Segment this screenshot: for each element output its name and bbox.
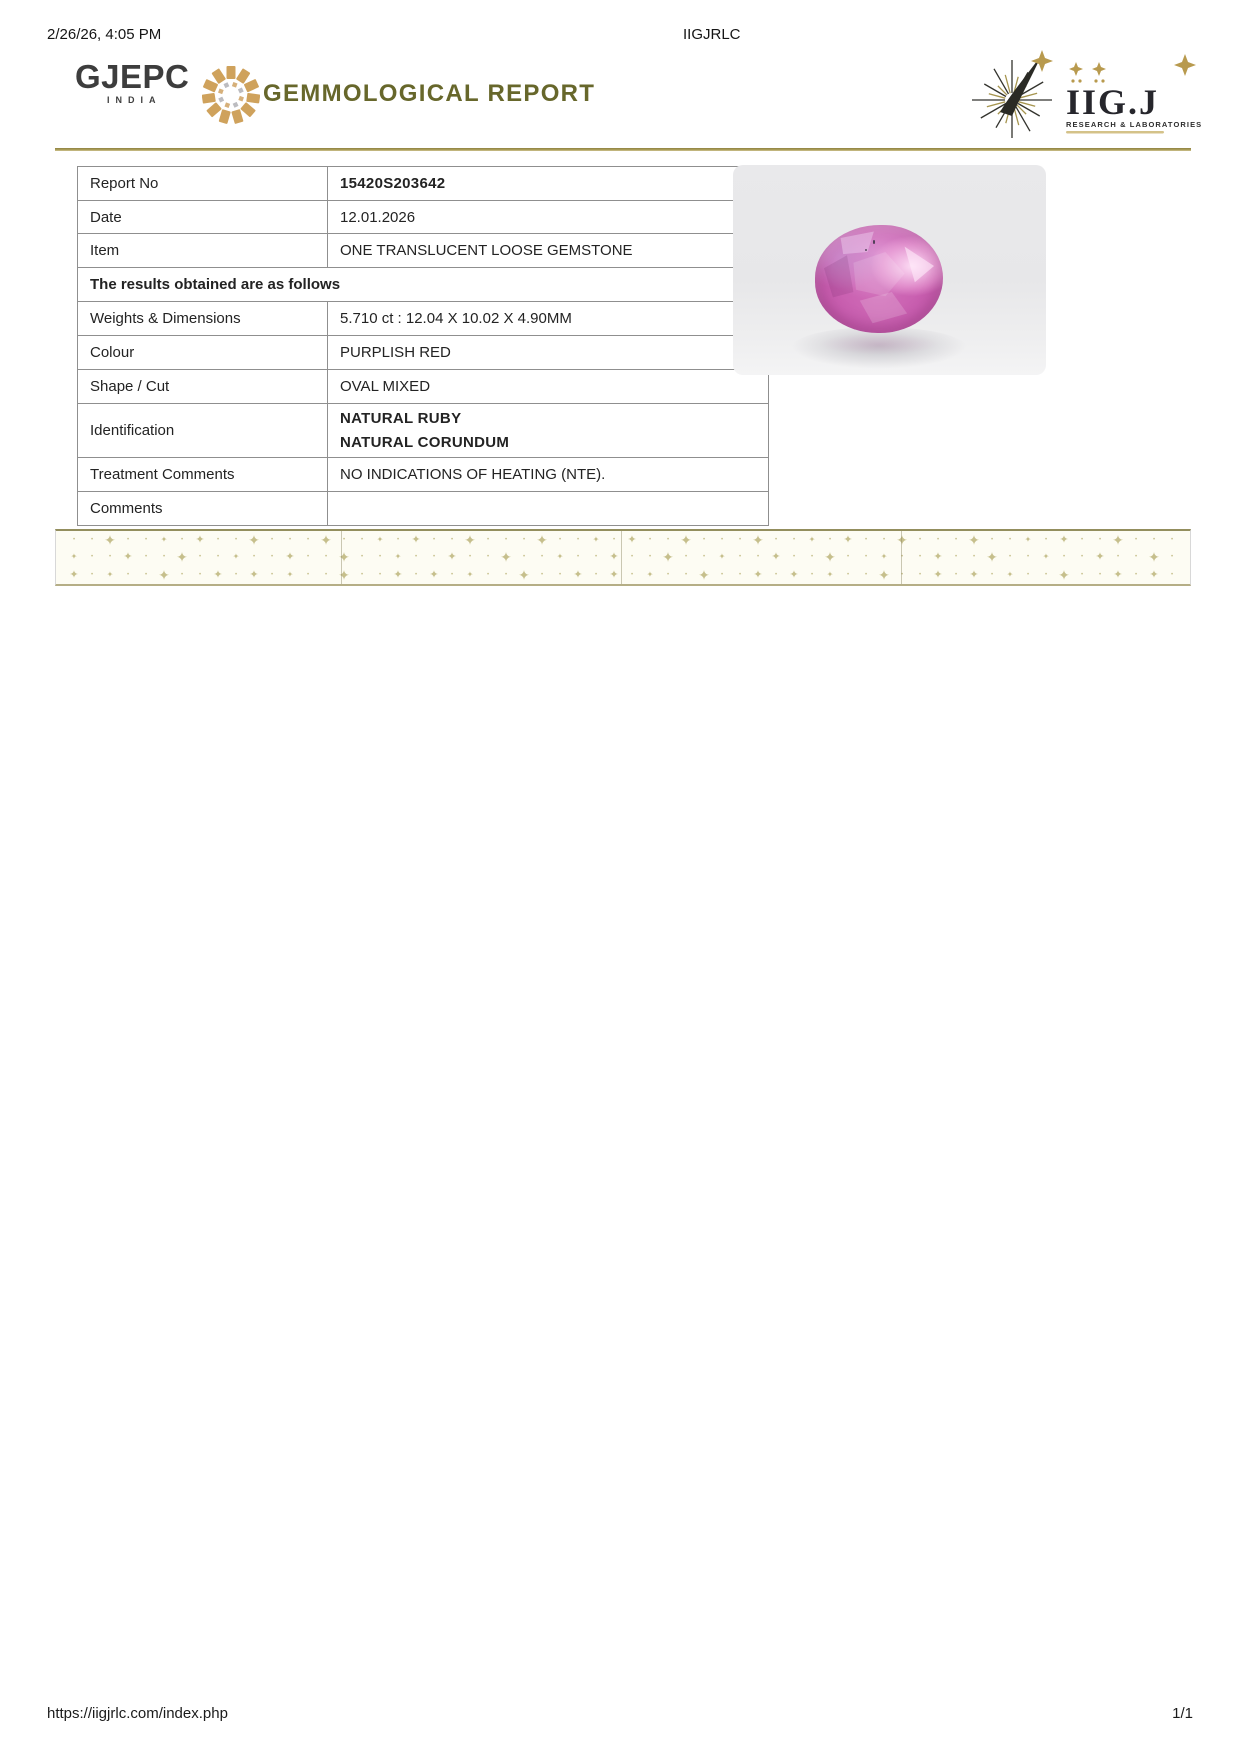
pattern-dot-icon: • [432, 536, 436, 543]
pattern-star-icon: ✦ [968, 531, 980, 548]
iigj-comet-icon [1000, 54, 1042, 116]
pattern-dot-icon: • [270, 554, 274, 561]
pattern-dot-icon: • [144, 536, 148, 543]
iigj-logo-subtext: RESEARCH & LABORATORIES [1066, 120, 1203, 129]
pattern-star-icon: ✦ [609, 551, 619, 564]
row-label: Date [78, 201, 328, 234]
gold-star-icon [1069, 62, 1083, 76]
pattern-star-icon: ✦ [106, 570, 114, 580]
pattern-dot-icon: • [486, 536, 490, 543]
pattern-dot-icon: • [342, 536, 346, 543]
pattern-dot-icon: • [846, 554, 850, 561]
pattern-star-icon: ✦ [843, 533, 853, 546]
iigj-logo-text: IIG.J [1066, 82, 1160, 122]
pattern-dot-icon: • [216, 554, 220, 561]
pattern-star-icon: ✦ [771, 551, 781, 564]
pattern-dot-icon: • [180, 536, 184, 543]
pattern-dot-icon: • [1062, 554, 1066, 561]
pattern-dot-icon: • [576, 536, 580, 543]
pattern-dot-icon: • [1170, 536, 1174, 543]
pattern-star-icon: ✦ [789, 569, 799, 582]
pattern-row [56, 567, 1190, 583]
pattern-star-icon: ✦ [429, 569, 439, 582]
pattern-star-icon: ✦ [536, 531, 548, 548]
pattern-star-icon: ✦ [376, 534, 384, 544]
pattern-dot-icon: • [864, 536, 868, 543]
pattern-dot-icon: • [108, 554, 112, 561]
sparkle-star-icon [1174, 54, 1196, 76]
pattern-star-icon: ✦ [646, 570, 654, 580]
iigj-logo [952, 50, 1204, 138]
pattern-star-icon: ✦ [826, 570, 834, 580]
pattern-dot-icon: • [234, 572, 238, 579]
pattern-dot-icon: • [774, 536, 778, 543]
pattern-star-icon: ✦ [698, 567, 710, 584]
pattern-dot-icon: • [972, 554, 976, 561]
row-label: Treatment Comments [78, 458, 328, 492]
pattern-star-icon: ✦ [338, 549, 350, 566]
pattern-dot-icon: • [180, 572, 184, 579]
pattern-dot-icon: • [450, 572, 454, 579]
pattern-dot-icon: • [918, 572, 922, 579]
pattern-dot-icon: • [414, 572, 418, 579]
pattern-star-icon: ✦ [500, 549, 512, 566]
pattern-star-icon: ✦ [1059, 533, 1069, 546]
pattern-dot-icon: • [90, 554, 94, 561]
pattern-star-icon: ✦ [123, 551, 133, 564]
pattern-dot-icon: • [504, 572, 508, 579]
pattern-dot-icon: • [900, 554, 904, 561]
pattern-dot-icon: • [468, 554, 472, 561]
pattern-star-icon: ✦ [609, 569, 619, 582]
pattern-star-icon: ✦ [969, 569, 979, 582]
pattern-dot-icon: • [414, 554, 418, 561]
pattern-row [56, 532, 1190, 548]
pattern-dot-icon: • [522, 536, 526, 543]
pattern-star-icon: ✦ [447, 551, 457, 564]
pattern-star-icon: ✦ [213, 569, 223, 582]
pattern-star-icon: ✦ [176, 549, 188, 566]
pattern-star-icon: ✦ [933, 569, 943, 582]
pattern-dot-icon: • [1044, 536, 1048, 543]
pattern-dot-icon: • [954, 536, 958, 543]
gold-star-icon [1092, 62, 1106, 76]
pattern-dot-icon: • [90, 572, 94, 579]
pattern-dot-icon: • [558, 536, 562, 543]
pattern-dot-icon: • [144, 554, 148, 561]
pattern-dot-icon: • [216, 536, 220, 543]
pattern-dot-icon: • [846, 572, 850, 579]
table-row [78, 167, 769, 201]
pattern-dot-icon: • [72, 536, 76, 543]
pattern-star-icon: ✦ [286, 570, 294, 580]
pattern-dot-icon: • [702, 554, 706, 561]
pattern-dot-icon: • [234, 536, 238, 543]
pattern-star-icon: ✦ [70, 552, 78, 562]
pattern-star-icon: ✦ [880, 552, 888, 562]
pattern-dot-icon: • [1134, 536, 1138, 543]
pattern-dot-icon: • [306, 572, 310, 579]
pattern-star-icon: ✦ [394, 552, 402, 562]
pattern-dot-icon: • [738, 536, 742, 543]
pattern-dot-icon: • [720, 536, 724, 543]
row-value: NO INDICATIONS OF HEATING (NTE). [328, 458, 769, 492]
pattern-star-icon: ✦ [824, 549, 836, 566]
row-value: 15420S203642 [328, 167, 769, 201]
pattern-star-icon: ✦ [808, 534, 816, 544]
pattern-dot-icon: • [378, 554, 382, 561]
gemstone-image [815, 225, 943, 333]
pattern-dot-icon: • [450, 536, 454, 543]
pattern-star-icon: ✦ [573, 569, 583, 582]
row-value: ONE TRANSLUCENT LOOSE GEMSTONE [328, 234, 769, 268]
row-label: Item [78, 234, 328, 268]
row-value [328, 492, 769, 526]
pattern-dot-icon: • [378, 572, 382, 579]
pattern-dot-icon: • [288, 536, 292, 543]
pattern-dot-icon: • [756, 554, 760, 561]
pattern-dot-icon: • [360, 554, 364, 561]
pattern-dot-icon: • [990, 536, 994, 543]
pattern-star-icon: ✦ [104, 531, 116, 548]
pattern-dot-icon: • [990, 572, 994, 579]
pattern-dot-icon: • [774, 572, 778, 579]
pattern-dot-icon: • [1026, 554, 1030, 561]
pattern-dot-icon: • [432, 554, 436, 561]
print-timestamp: 2/26/26, 4:05 PM [47, 26, 162, 43]
pattern-star-icon: ✦ [1042, 552, 1050, 562]
pattern-dot-icon: • [162, 554, 166, 561]
table-row [78, 370, 769, 404]
pattern-star-icon: ✦ [248, 531, 260, 548]
security-pattern-band [55, 529, 1191, 586]
pattern-dot-icon: • [1044, 572, 1048, 579]
pattern-star-icon: ✦ [878, 567, 890, 584]
pattern-dot-icon: • [738, 572, 742, 579]
pattern-dot-icon: • [558, 572, 562, 579]
row-label: Report No [78, 167, 328, 201]
pattern-dot-icon: • [630, 554, 634, 561]
pattern-dot-icon: • [360, 536, 364, 543]
pattern-star-icon: ✦ [1024, 534, 1032, 544]
pattern-dot-icon: • [936, 536, 940, 543]
gjepc-logo-subtext: INDIA [107, 95, 162, 105]
pattern-dot-icon: • [702, 536, 706, 543]
pattern-dot-icon: • [954, 554, 958, 561]
pattern-star-icon: ✦ [662, 549, 674, 566]
pattern-star-icon: ✦ [232, 552, 240, 562]
pattern-dot-icon: • [504, 536, 508, 543]
pattern-dot-icon: • [900, 572, 904, 579]
pattern-dot-icon: • [1152, 536, 1156, 543]
pattern-dot-icon: • [792, 536, 796, 543]
pattern-star-icon: ✦ [158, 567, 170, 584]
pattern-star-icon: ✦ [718, 552, 726, 562]
pattern-dot-icon: • [522, 554, 526, 561]
footer-page-indicator: 1/1 [1172, 1705, 1193, 1722]
pattern-dot-icon: • [738, 554, 742, 561]
table-row [78, 268, 769, 302]
table-row [78, 404, 769, 458]
pattern-dot-icon: • [720, 572, 724, 579]
table-row [78, 201, 769, 234]
row-value: 5.710 ct : 12.04 X 10.02 X 4.90MM [328, 302, 769, 336]
pattern-dot-icon: • [1008, 554, 1012, 561]
table-row [78, 458, 769, 492]
pattern-dot-icon: • [954, 572, 958, 579]
pattern-seam [621, 531, 622, 584]
table-row [78, 302, 769, 336]
pattern-dot-icon: • [126, 572, 130, 579]
pattern-star-icon: ✦ [1148, 549, 1160, 566]
pattern-star-icon: ✦ [556, 552, 564, 562]
pattern-row [56, 549, 1190, 565]
pattern-star-icon: ✦ [753, 569, 763, 582]
pattern-dot-icon: • [666, 536, 670, 543]
table-row [78, 234, 769, 268]
pattern-star-icon: ✦ [1058, 567, 1070, 584]
pattern-star-icon: ✦ [249, 569, 259, 582]
pattern-dot-icon: • [792, 554, 796, 561]
pattern-dot-icon: • [306, 554, 310, 561]
pattern-dot-icon: • [1134, 554, 1138, 561]
pattern-dot-icon: • [1170, 572, 1174, 579]
table-row [78, 492, 769, 526]
gem-reflection [819, 333, 939, 355]
pattern-dot-icon: • [864, 572, 868, 579]
gold-divider-rule [55, 148, 1191, 151]
gjepc-logo [75, 60, 205, 105]
row-label: Identification [78, 404, 328, 458]
pattern-dot-icon: • [324, 554, 328, 561]
pattern-dot-icon: • [666, 572, 670, 579]
pattern-dot-icon: • [828, 536, 832, 543]
pattern-dot-icon: • [1080, 554, 1084, 561]
pattern-dot-icon: • [648, 554, 652, 561]
pattern-dot-icon: • [810, 554, 814, 561]
gem-inclusion [873, 240, 875, 244]
footer-url: https://iigjrlc.com/index.php [47, 1705, 228, 1722]
pattern-dot-icon: • [144, 572, 148, 579]
pattern-dot-icon: • [684, 572, 688, 579]
pattern-dot-icon: • [126, 536, 130, 543]
pattern-dot-icon: • [1134, 572, 1138, 579]
pattern-star-icon: ✦ [1112, 531, 1124, 548]
pattern-star-icon: ✦ [592, 534, 600, 544]
report-table [77, 166, 769, 526]
pattern-star-icon: ✦ [752, 531, 764, 548]
pattern-star-icon: ✦ [195, 533, 205, 546]
pattern-dot-icon: • [1008, 536, 1012, 543]
pattern-star-icon: ✦ [285, 551, 295, 564]
pattern-dot-icon: • [324, 572, 328, 579]
iigj-tagline-strip [1066, 131, 1164, 134]
pattern-dot-icon: • [918, 536, 922, 543]
pattern-star-icon: ✦ [896, 531, 908, 548]
pattern-star-icon: ✦ [69, 569, 79, 582]
print-site-title: IIGJRLC [683, 26, 741, 43]
pattern-dot-icon: • [1080, 572, 1084, 579]
pattern-star-icon: ✦ [1095, 551, 1105, 564]
pattern-star-icon: ✦ [411, 533, 421, 546]
pattern-dot-icon: • [630, 572, 634, 579]
pattern-seam [901, 531, 902, 584]
pattern-dot-icon: • [1170, 554, 1174, 561]
pattern-star-icon: ✦ [627, 533, 637, 546]
pattern-dot-icon: • [1080, 536, 1084, 543]
pattern-seam [341, 531, 342, 584]
pattern-dot-icon: • [1098, 572, 1102, 579]
pattern-dot-icon: • [594, 572, 598, 579]
gem-photo [733, 165, 1046, 375]
pattern-dot-icon: • [270, 536, 274, 543]
pattern-dot-icon: • [882, 536, 886, 543]
pattern-dot-icon: • [648, 536, 652, 543]
pattern-star-icon: ✦ [160, 534, 168, 544]
pattern-dot-icon: • [1116, 554, 1120, 561]
pattern-star-icon: ✦ [518, 567, 530, 584]
pattern-star-icon: ✦ [933, 551, 943, 564]
pattern-star-icon: ✦ [338, 567, 350, 584]
pattern-dot-icon: • [612, 536, 616, 543]
pattern-star-icon: ✦ [680, 531, 692, 548]
gjepc-emblem-icon [202, 63, 260, 127]
pattern-star-icon: ✦ [466, 570, 474, 580]
pattern-dot-icon: • [486, 572, 490, 579]
pattern-star-icon: ✦ [393, 569, 403, 582]
row-label: Shape / Cut [78, 370, 328, 404]
gjepc-logo-text: GJEPC [75, 58, 190, 95]
row-value: PURPLISH RED [328, 336, 769, 370]
pattern-star-icon: ✦ [464, 531, 476, 548]
pattern-star-icon: ✦ [986, 549, 998, 566]
pattern-dot-icon: • [1098, 536, 1102, 543]
pattern-dot-icon: • [270, 572, 274, 579]
pattern-dot-icon: • [360, 572, 364, 579]
pattern-dot-icon: • [306, 536, 310, 543]
row-value: 12.01.2026 [328, 201, 769, 234]
row-value: NATURAL RUBY NATURAL CORUNDUM [328, 404, 769, 458]
results-section-header: The results obtained are as follows [78, 268, 769, 302]
pattern-star-icon: ✦ [1113, 569, 1123, 582]
gem-inclusion [865, 249, 867, 251]
row-value: OVAL MIXED [328, 370, 769, 404]
pattern-dot-icon: • [684, 554, 688, 561]
row-label: Weights & Dimensions [78, 302, 328, 336]
pattern-dot-icon: • [864, 554, 868, 561]
pattern-dot-icon: • [594, 554, 598, 561]
page-title: GEMMOLOGICAL REPORT [263, 80, 596, 107]
pattern-star-icon: ✦ [1006, 570, 1014, 580]
pattern-dot-icon: • [540, 572, 544, 579]
row-label: Colour [78, 336, 328, 370]
pattern-dot-icon: • [396, 536, 400, 543]
pattern-star-icon: ✦ [1149, 569, 1159, 582]
table-row [78, 336, 769, 370]
row-label: Comments [78, 492, 328, 526]
pattern-dot-icon: • [90, 536, 94, 543]
pattern-dot-icon: • [918, 554, 922, 561]
pattern-dot-icon: • [198, 572, 202, 579]
pattern-dot-icon: • [486, 554, 490, 561]
pattern-dot-icon: • [576, 554, 580, 561]
pattern-star-icon: ✦ [320, 531, 332, 548]
pattern-dot-icon: • [198, 554, 202, 561]
pattern-dot-icon: • [810, 572, 814, 579]
pattern-dot-icon: • [252, 554, 256, 561]
pattern-dot-icon: • [1026, 572, 1030, 579]
pattern-dot-icon: • [540, 554, 544, 561]
